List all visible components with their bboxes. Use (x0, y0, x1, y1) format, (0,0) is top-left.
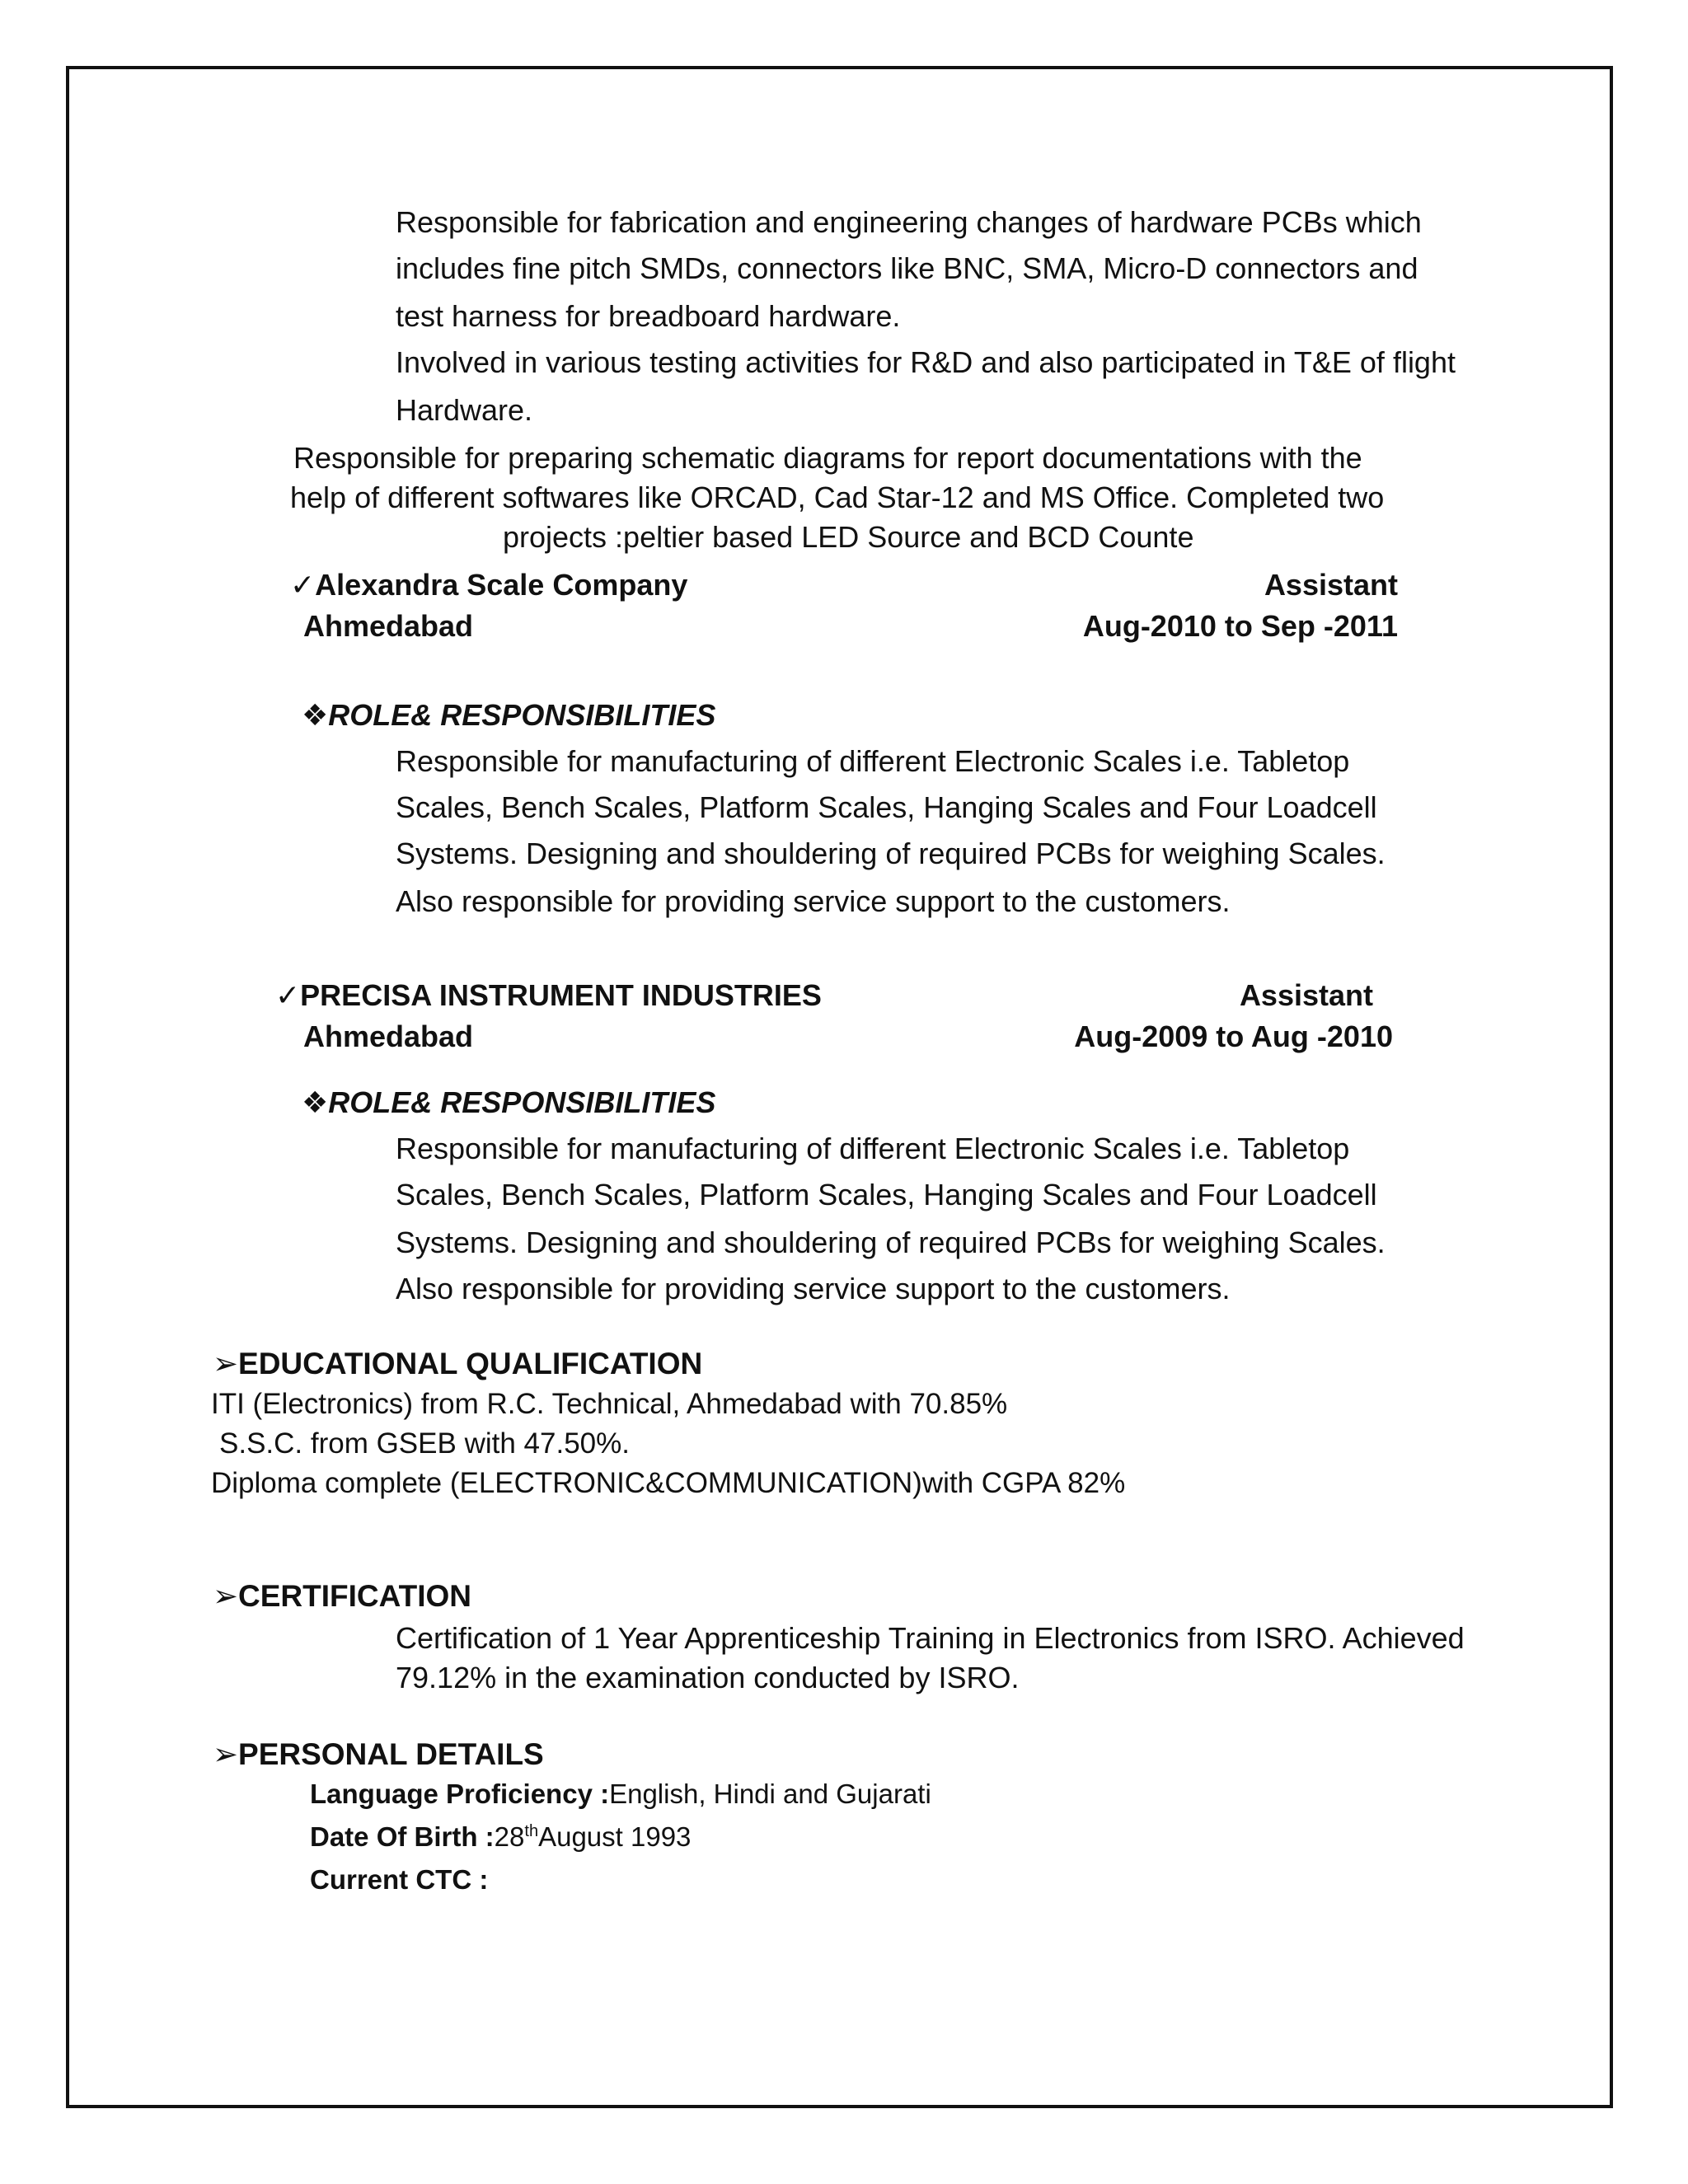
job-1-resp-line-1: Responsible for manufacturing of different Electronic Scales i.e. Tabletop (396, 744, 1350, 778)
education-line-3: Diploma complete (ELECTRONIC&COMMUNICATION)with CGPA 82% (211, 1467, 1126, 1499)
education-line-2: S.S.C. from GSEB with 47.50%. (219, 1427, 630, 1460)
dob-label: Date Of Birth : (310, 1821, 495, 1852)
arrow-bullet-icon: ➢ (213, 1737, 239, 1771)
job-1-resp-heading: ❖ROLE& RESPONSIBILITIES (302, 698, 716, 732)
education-heading: ➢EDUCATIONAL QUALIFICATION (213, 1347, 703, 1380)
job-2-location: Ahmedabad (303, 1019, 474, 1053)
schematic-line-2: help of different softwares like ORCAD, Cad Star-12 and MS Office. Completed two (290, 480, 1385, 514)
intro-line-5: Hardware. (396, 393, 533, 427)
checkmark-icon: ✓ (290, 568, 316, 602)
job-2-resp-line-3: Systems. Designing and shouldering of required PCBs for weighing Scales. (396, 1226, 1386, 1259)
job-2-resp-line-2: Scales, Bench Scales, Platform Scales, Hanging Scales and Four Loadcell (396, 1178, 1377, 1212)
certification-line-1: Certification of 1 Year Apprenticeship Training in Electronics from ISRO. Achieved (396, 1621, 1465, 1655)
intro-line-2: includes fine pitch SMDs, connectors like BNC, SMA, Micro-D connectors and (396, 251, 1418, 285)
job-1-role: Assistant (1264, 568, 1398, 602)
job-2-resp-line-1: Responsible for manufacturing of different Electronic Scales i.e. Tabletop (396, 1132, 1350, 1165)
certification-line-2: 79.12% in the examination conducted by ISRO. (396, 1661, 1020, 1694)
personal-heading: ➢PERSONAL DETAILS (213, 1737, 544, 1771)
schematic-line-3: projects :peltier based LED Source and BCD Counte (503, 520, 1194, 554)
education-line-1: ITI (Electronics) from R.C. Technical, Ahmedabad with 70.85% (211, 1388, 1008, 1420)
job-1-location: Ahmedabad (303, 609, 474, 643)
job-1-resp-line-3: Systems. Designing and shouldering of required PCBs for weighing Scales. (396, 837, 1386, 870)
language-value: English, Hindi and Gujarati (609, 1779, 931, 1809)
job-2-resp-heading: ❖ROLE& RESPONSIBILITIES (302, 1085, 716, 1119)
checkmark-icon: ✓ (275, 978, 301, 1012)
dob-day: 28 (494, 1821, 525, 1852)
job-2-header (275, 978, 822, 1012)
job-2-period: Aug-2009 to Aug -2010 (1074, 1019, 1393, 1053)
arrow-bullet-icon: ➢ (213, 1579, 239, 1613)
job-1-resp-line-2: Scales, Bench Scales, Platform Scales, Hanging Scales and Four Loadcell (396, 790, 1377, 824)
diamond-bullet-icon: ❖ (302, 698, 329, 732)
job-2-company: PRECISA INSTRUMENT INDUSTRIES (300, 978, 822, 1012)
dob-rest: August 1993 (538, 1821, 692, 1852)
dob-row (310, 1823, 691, 1850)
arrow-bullet-icon: ➢ (213, 1347, 239, 1380)
ctc-label: Current CTC : (310, 1864, 489, 1895)
job-2-role: Assistant (1239, 978, 1373, 1012)
job-2-resp-line-4: Also responsible for providing service support to the customers. (396, 1272, 1231, 1305)
job-1-period: Aug-2010 to Sep -2011 (1082, 609, 1398, 643)
intro-line-3: test harness for breadboard hardware. (396, 299, 901, 333)
diamond-bullet-icon: ❖ (302, 1085, 329, 1119)
dob-suffix: th (524, 1822, 539, 1840)
job-1-resp-line-4: Also responsible for providing service support to the customers. (396, 884, 1231, 918)
job-1-company: Alexandra Scale Company (315, 568, 688, 602)
intro-line-4: Involved in various testing activities for R&D and also participated in T&E of flight (396, 345, 1456, 379)
job-1-header (290, 570, 687, 600)
schematic-line-1: Responsible for preparing schematic diagrams for report documentations with the (293, 441, 1362, 475)
certification-heading: ➢CERTIFICATION (213, 1579, 471, 1613)
language-row (310, 1780, 931, 1807)
language-label: Language Proficiency : (310, 1779, 610, 1809)
intro-line-1: Responsible for fabrication and engineering changes of hardware PCBs which (396, 205, 1422, 239)
